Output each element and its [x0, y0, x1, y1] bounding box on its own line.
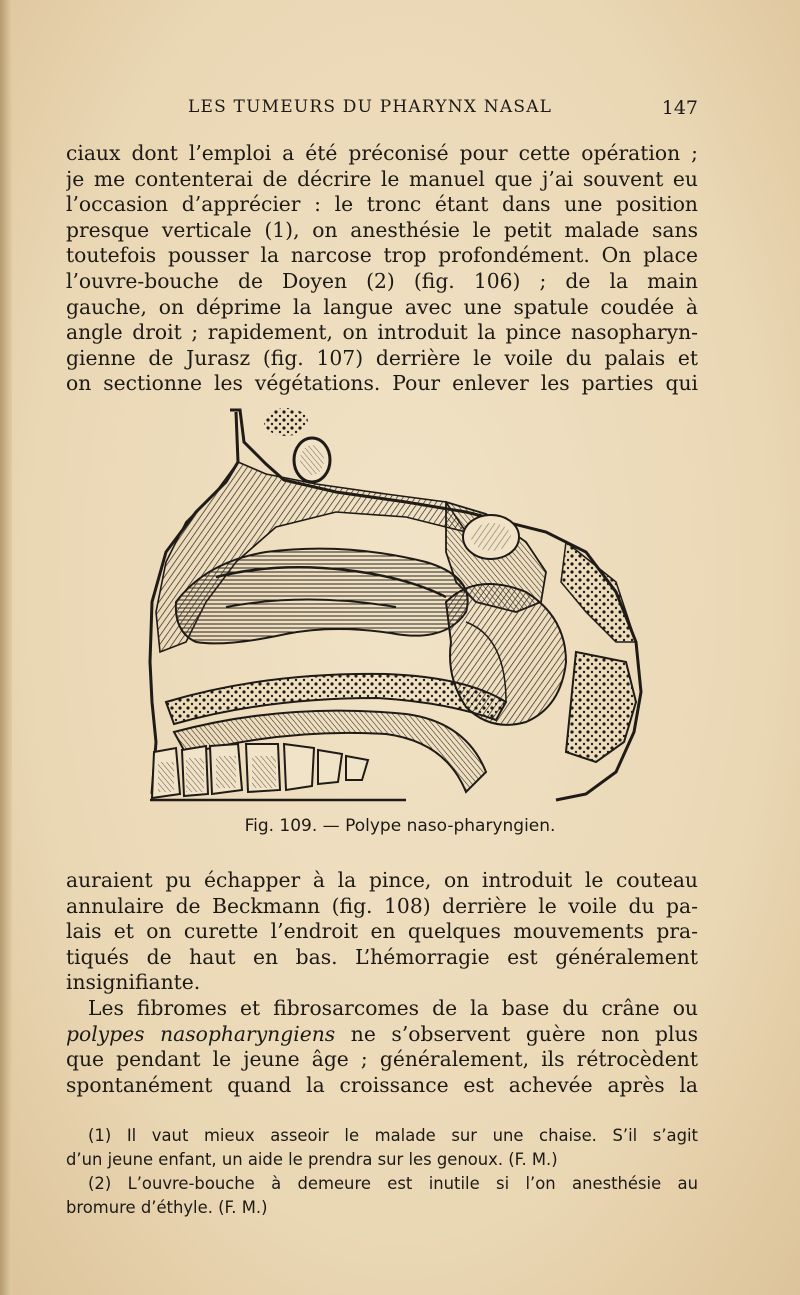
anatomical-illustration: [146, 402, 656, 802]
text-line: toutefois pousser la narcose trop profondément. On place: [66, 243, 698, 268]
text-line: l’occasion d’apprécier : le tronc étant dans une position: [66, 192, 698, 217]
text-line: ciaux dont l’emploi a été préconisé pour cette opération ;: [66, 141, 698, 165]
text-line: tiqués de haut en bas. L’hémorragie est généralement: [66, 944, 698, 969]
page-number: 147: [661, 97, 698, 119]
italic-term: polypes nasopharyngiens: [66, 1021, 336, 1046]
text-line: insignifiante.: [66, 970, 201, 995]
text-line: lais et on curette l’endroit en quelques mouvements pra-: [66, 919, 698, 944]
text-line: gauche, on déprime la langue avec une spatule coudée à: [66, 294, 698, 319]
text-line: on sectionne les végétations. Pour enlever les parties qui: [66, 371, 698, 396]
footnote-line: (2) L’ouvre-bouche à demeure est inutile si l’on anesthésie au: [88, 1174, 698, 1193]
text-line: gienne de Jurasz (fig. 107) derrière le voile du palais et: [66, 345, 698, 370]
text-line: angle droit ; rapidement, on introduit la pince nasopharyn-: [66, 320, 698, 345]
running-head: [66, 97, 698, 125]
text-line: annulaire de Beckmann (fig. 108) derrière le voile du pa-: [66, 893, 698, 918]
text-line: [66, 1022, 698, 1048]
footnotes: [66, 1124, 698, 1220]
running-head-title: LES TUMEURS DU PHARYNX NASAL: [188, 97, 553, 117]
text-line: auraient pu échapper à la pince, on introduit le couteau: [66, 868, 698, 892]
text-line: spontanément quand la croissance est achevée après la: [66, 1072, 698, 1097]
text-line: presque verticale (1), on anesthésie le petit malade sans: [66, 217, 698, 242]
text-line: que pendant le jeune âge ; généralement, ils rétrocèdent: [66, 1047, 698, 1072]
page-gutter-shadow: [0, 0, 12, 1295]
text-line: l’ouvre-bouche de Doyen (2) (fig. 106) ; de la main: [66, 268, 698, 293]
paragraph: [66, 868, 698, 1098]
figure-caption: Fig. 109. — Polype naso-pharyngien.: [244, 816, 556, 836]
paragraph-continued: [66, 141, 698, 397]
text-line: Les fibromes et fibrosarcomes de la base du crâne ou: [88, 995, 698, 1020]
text-fragment: ne s’observent guère non plus: [335, 1021, 698, 1046]
footnote-line: bromure d’éthyle. (F. M.): [66, 1198, 268, 1217]
footnote-line: d’un jeune enfant, un aide le prendra sur les genoux. (F. M.): [66, 1150, 558, 1169]
footnote-line: (1) Il vaut mieux asseoir le malade sur une chaise. S’il s’agit: [88, 1126, 698, 1145]
text-line: je me contenterai de décrire le manuel que j’ai souvent eu: [66, 166, 698, 191]
